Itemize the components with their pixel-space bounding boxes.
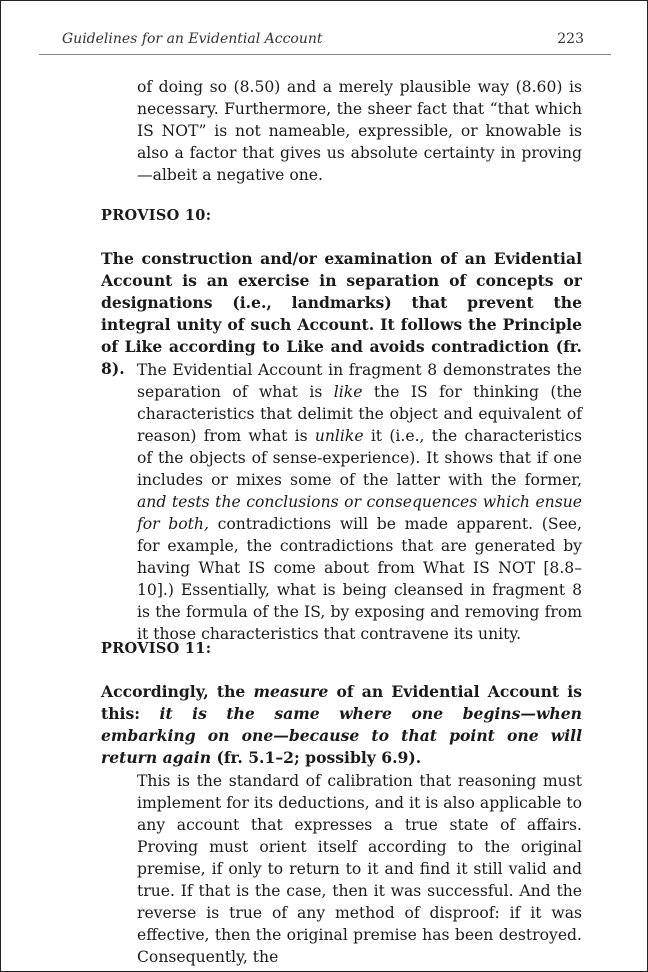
emphasis-measure: measure xyxy=(253,682,329,701)
proviso-10-heading: PROVISO 10: xyxy=(101,207,212,224)
opening-paragraph: of doing so (8.50) and a merely plausible way (8.60) is necessary. Furthermore, the sheer fact that “that which IS NOT” is not nameable, expressible, or knowable is also a factor that gives us absolute certainty in proving—albeit a negative one. xyxy=(137,78,582,184)
emphasis-like: like xyxy=(333,383,363,401)
commentary-text: The Evidential Account in fragment 8 demonstrates the separation of what is xyxy=(137,361,582,401)
running-header-title: Guidelines for an Evidential Account xyxy=(62,31,323,47)
statement-text: of an Evidential Account is this: xyxy=(101,682,582,723)
emphasis-unlike: unlike xyxy=(314,427,364,445)
statement-text: (fr. 5.1–2; possibly 6.9). xyxy=(211,748,422,767)
proviso-10-commentary xyxy=(137,359,582,645)
proviso-11-commentary: This is the standard of calibration that reasoning must implement for its deductions, and it is also applicable to any account that expresses a true state of affairs. Proving must orient itself according to the original premise, if only to return to it and find it still valid and true. If that is the case, then it was successful. And the reverse is true of any method of disproof: if it was effective, then the original premise has been destroyed. Consequently, the xyxy=(137,772,582,966)
commentary-text: the IS for thinking (the characteristics that delimit the object and equivalent of reason) from what is xyxy=(137,383,582,445)
proviso-11-statement xyxy=(101,681,582,769)
statement-text: Accordingly, the xyxy=(101,682,254,701)
commentary-text: contradictions will be made apparent. (See, for example, the contradictions that are generated by having What IS come about from What IS NOT [8.8–10].) Essentially, what is being cleansed in fragment 8 is the formula of the IS, by exposing and removing from it those characteristics that contravene its unity. xyxy=(137,515,582,643)
proviso-11-heading: PROVISO 11: xyxy=(101,640,212,657)
commentary-text: it (i.e., the characteristics of the objects of sense-experience). It shows that if one includes or mixes some of the latter with the former, xyxy=(137,427,583,489)
proviso-10-statement: The construction and/or examination of an Evidential Account is an exercise in separation of concepts or designations (i.e., landmarks) that prevent the integral unity of such Account. It follows the Principle of Like according to Like and avoids contradiction (fr. 8). xyxy=(101,249,582,378)
emphasis-phrase: it is the same where one begins—when embarking on one—because to that point one will return again xyxy=(101,704,583,767)
emphasis-phrase: and tests the conclusions or consequences which ensue for both, xyxy=(137,493,582,533)
header-rule xyxy=(39,54,611,55)
page-number: 223 xyxy=(557,31,584,47)
